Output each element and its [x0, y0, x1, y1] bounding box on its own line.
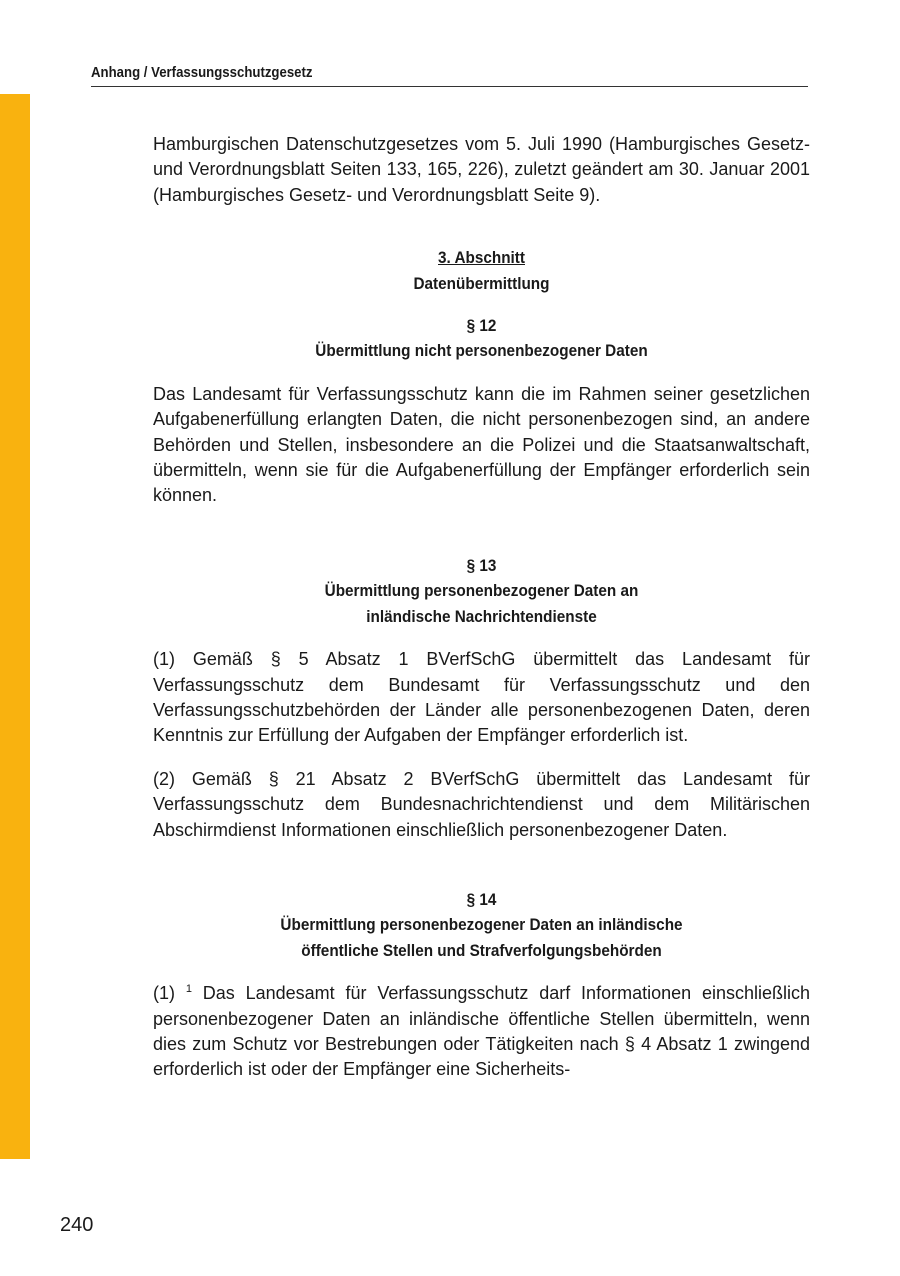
paragraph-13-absatz-2: (2) Gemäß § 21 Absatz 2 BVerfSchG übermittelt das Landesamt für Verfassungsschutz dem Bundesnachrichtendienst und dem Militärischen Abschirmdienst Informationen einschließlich personenbezogener Daten. — [153, 768, 810, 840]
paragraph-14-absatz-1 — [153, 981, 810, 1083]
paragraph-13-number: § 13 — [466, 555, 497, 575]
paragraph-14-heading — [153, 887, 810, 963]
header-title: Anhang / Verfassungsschutzgesetz — [91, 64, 313, 81]
paragraph-13-title-line-2: inländische Nachrichtendienste — [366, 606, 597, 626]
sentence-number: 1 — [185, 983, 192, 996]
paragraph-12-text: Das Landesamt für Verfassungsschutz kann die im Rahmen seiner gesetzlichen Aufgabenerfüllung erlangten Daten, die nicht personenbezogen sind, an andere Behörden und Stellen, insbesondere an die Polizei und die Staatsanwaltschaft, übermitteln, wenn sie für die Aufgabenerfüllung der Empfänger erforderlich sein können. — [153, 383, 810, 506]
section-heading — [153, 245, 810, 296]
side-color-bar — [0, 94, 30, 1159]
paragraph-12-number: § 12 — [466, 316, 497, 336]
paragraph-13-heading — [153, 553, 810, 629]
page-content — [153, 132, 810, 1083]
paragraph-13-title-line-1: Übermittlung personenbezogener Daten an — [324, 581, 639, 601]
paragraph-13-absatz-1: (1) Gemäß § 5 Absatz 1 BVerfSchG übermittelt das Landesamt für Verfassungsschutz dem Bundesamt für Verfassungsschutz und den Verfassungsschutzbehörden der Länder alle personenbezogenen Daten, deren Kenntnis zur Erfüllung der Aufgaben der Empfänger erforderlich ist. — [153, 649, 810, 746]
paragraph-14-title-line-1: Übermittlung personenbezogener Daten an inländische — [280, 915, 683, 935]
paragraph-14-title-line-2: öffentliche Stellen und Strafverfolgungsbehörden — [301, 940, 662, 960]
intro-paragraph: Hamburgischen Datenschutzgesetzes vom 5. Juli 1990 (Hamburgisches Gesetz- und Verordnungsblatt Seiten 133, 165, 226), zuletzt geändert am 30. Januar 2001 (Hamburgisches Gesetz- und Verordnungsblatt Seite 9). — [153, 134, 810, 205]
page-number: 240 — [60, 1214, 94, 1236]
paragraph-12-title: Übermittlung nicht personenbezogener Daten — [315, 341, 648, 361]
running-header — [91, 62, 808, 87]
absatz-number: (1) — [153, 983, 175, 1004]
absatz-text: Das Landesamt für Verfassungsschutz darf Informationen einschließlich personenbezogener Daten an inländische öffentliche Stellen übermitteln, wenn dies zum Schutz vor Bestrebungen oder Tätigkeiten nach § 4 Absatz 1 zwingend erforderlich ist oder der Empfänger eine Sicherheits- — [153, 983, 810, 1080]
section-number: 3. Abschnitt — [438, 248, 525, 268]
section-title: Datenübermittlung — [413, 273, 550, 293]
paragraph-14-number: § 14 — [466, 889, 497, 909]
paragraph-12-heading — [153, 313, 810, 364]
